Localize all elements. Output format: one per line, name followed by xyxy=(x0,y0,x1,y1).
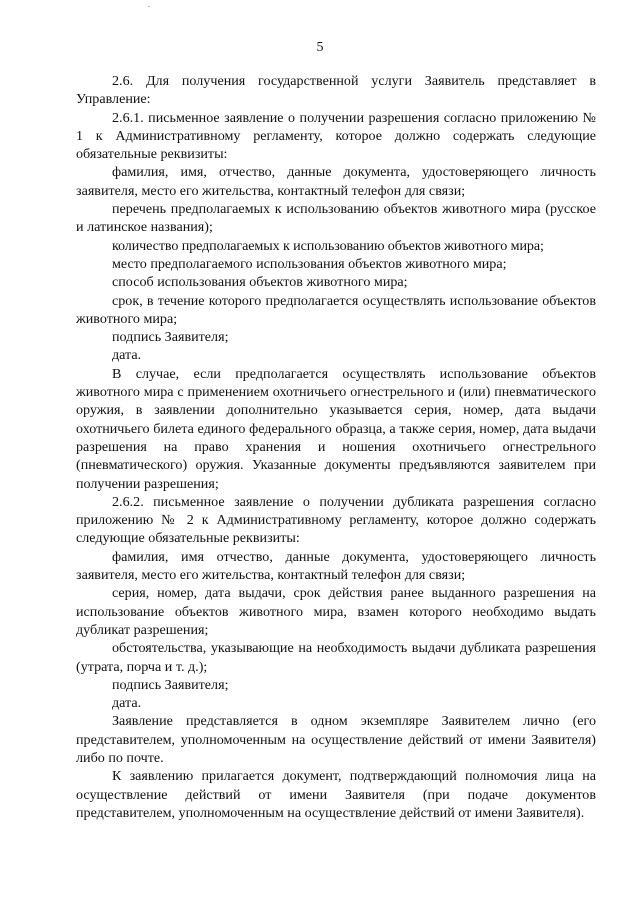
requisite-term: срок, в течение которого предполагается осуществлять использование объектов животного мира; xyxy=(76,292,596,327)
duplicate-requisite-permit-details: серия, номер, дата выдачи, срок действия ранее выданного разрешения на использование объектов животного мира, взамен которого необходимо выдать дубликат разрешения; xyxy=(76,585,596,638)
requisite-species-list: перечень предполагаемых к использованию объектов животного мира (русское и латинское названия); xyxy=(76,201,596,236)
duplicate-requisite-circumstances: обстоятельства, указывающие на необходимость выдачи дубликата разрешения (утрата, порча и т. д.); xyxy=(76,640,596,675)
requisite-place: место предполагаемого использования объектов животного мира; xyxy=(112,255,507,272)
requisite-signature: подпись Заявителя; xyxy=(112,329,229,346)
requisite-method: способ использования объектов животного мира; xyxy=(112,274,408,291)
paragraph-2-6-2: 2.6.2. письменное заявление о получении дубликата разрешения согласно приложению № 2 к Административному регламенту, которое должно содержать следующие обязательные реквизиты: xyxy=(76,493,596,547)
page-number: 5 xyxy=(316,40,324,55)
document-body xyxy=(76,72,596,822)
paragraph-2-6: 2.6. Для получения государственной услуги Заявитель представляет в Управление: xyxy=(76,73,596,108)
paragraph-attachment: К заявлению прилагается документ, подтверждающий полномочия лица на осуществление действий от имени Заявителя (при подаче документов представителем, уполномоченным на осуществление действий от имени Заявителя). xyxy=(76,768,596,821)
paragraph-hunting-weapons: В случае, если предполагается осуществлять использование объектов животного мира с применением охотничьего огнестрельного и (или) пневматического оружия, в заявлении дополнительно указывается серия, номер, дата выдачи охотничьего билета единого федерального образца, а также серия, номер, дата выдачи разрешения на право хранения и ношения охотничьего огнестрельного (пневматического) оружия. Указанные документы предъявляются заявителем при получении разрешения; xyxy=(76,365,596,492)
scan-speck xyxy=(148,6,150,7)
paragraph-2-6-1: 2.6.1. письменное заявление о получении разрешения согласно приложению № 1 к Административному регламенту, которое должно содержать следующие обязательные реквизиты: xyxy=(76,109,596,163)
requisite-applicant-identity: фамилия, имя, отчество, данные документа, удостоверяющего личность заявителя, место его жительства, контактный телефон для связи; xyxy=(76,164,596,199)
requisite-quantity: количество предполагаемых к использованию объектов животного мира; xyxy=(112,237,544,254)
requisite-date: дата. xyxy=(112,347,142,364)
paragraph-submission: Заявление представляется в одном экземпляре Заявителем лично (его представителем, уполномоченным на осуществление действий от имени Заявителя) либо по почте. xyxy=(76,713,596,766)
duplicate-requisite-identity: фамилия, имя отчество, данные документа, удостоверяющего личность заявителя, место его жительства, контактный телефон для связи; xyxy=(76,548,596,584)
duplicate-requisite-signature: подпись Заявителя; xyxy=(112,676,229,693)
duplicate-requisite-date: дата. xyxy=(112,695,142,712)
